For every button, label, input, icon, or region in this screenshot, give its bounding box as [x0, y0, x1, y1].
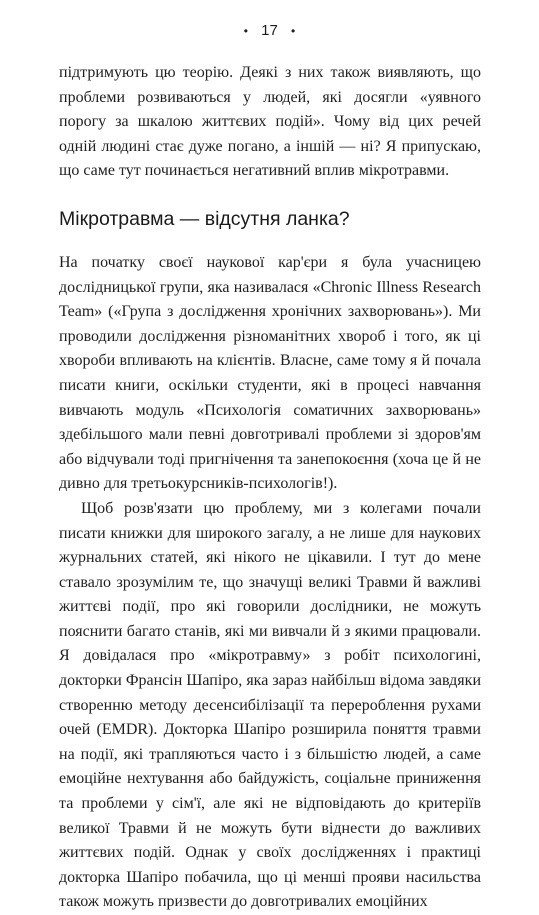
section-heading: Мікротравма — відсутня ланка? — [59, 207, 350, 230]
header-ornament-left: • — [243, 24, 248, 38]
running-header — [0, 22, 539, 40]
section-paragraph-1: На початку своєї наукової кар'єри я була учасницею дослідницької групи, яка називалася «Chronic Illness Research Team» («Група з дослідження хронічних захворювань»). Ми проводили дослідження різноманітних хвороб і того, як ці хвороби впливають на клієнтів. Власне, саме тому я й почала писати книги, оскільки студенти, які в процесі навчання вивчають модуль «Психологія соматичних захворювань» здебільшого мали певні довготривалі проблеми зі здоров'ям або відчували тоді пригнічення та занепокоєння (хоча це й не дивно для третьокурсників-психологів!). — [59, 253, 481, 493]
intro-paragraph: підтримують цю теорію. Деякі з них також виявляють, що проблеми розвиваються у людей, які досягли «уявного порогу за шкалою життєвих подій». Чому від цих речей одній людині стає дуже погано, а іншій — ні? Я припускаю, що саме тут починається негативний вплив мікротравми. — [59, 64, 481, 180]
header-ornament-right: • — [291, 24, 296, 38]
page-number: 17 — [261, 22, 278, 39]
page-body — [59, 61, 481, 915]
section-paragraph-2: Щоб розв'язати цю проблему, ми з колегами почали писати книжки для широкого загалу, а не лише для наукових журнальних статей, які нікого не цікавили. І тут до мене ставало зрозумілим те, що значущі великі Травми й важливі життєві події, про які говорили дослідники, не можуть пояснити багато станів, які ми вивчали й з якими працювали. Я довідалася про «мікротравму» з робіт психологині, докторки Франсін Шапіро, яка зараз найбільш відома завдяки створенню методу десенсибілізації та перероблення рухами очей (EMDR). Докторка Шапіро розширила поняття травми на події, які трапляються часто і з більшістю людей, а саме емоційне нехтування або байдужість, соціальне приниження та проблеми у сім'ї, але які не відповідають до критеріїв великої Травми й не можуть бути віднести до важливих життєвих подій. Однак у своїх дослідженнях і практиці докторка Шапіро побачила, що ці менші прояви насильства також можуть призвести до довготривалих емоційних — [59, 499, 481, 911]
